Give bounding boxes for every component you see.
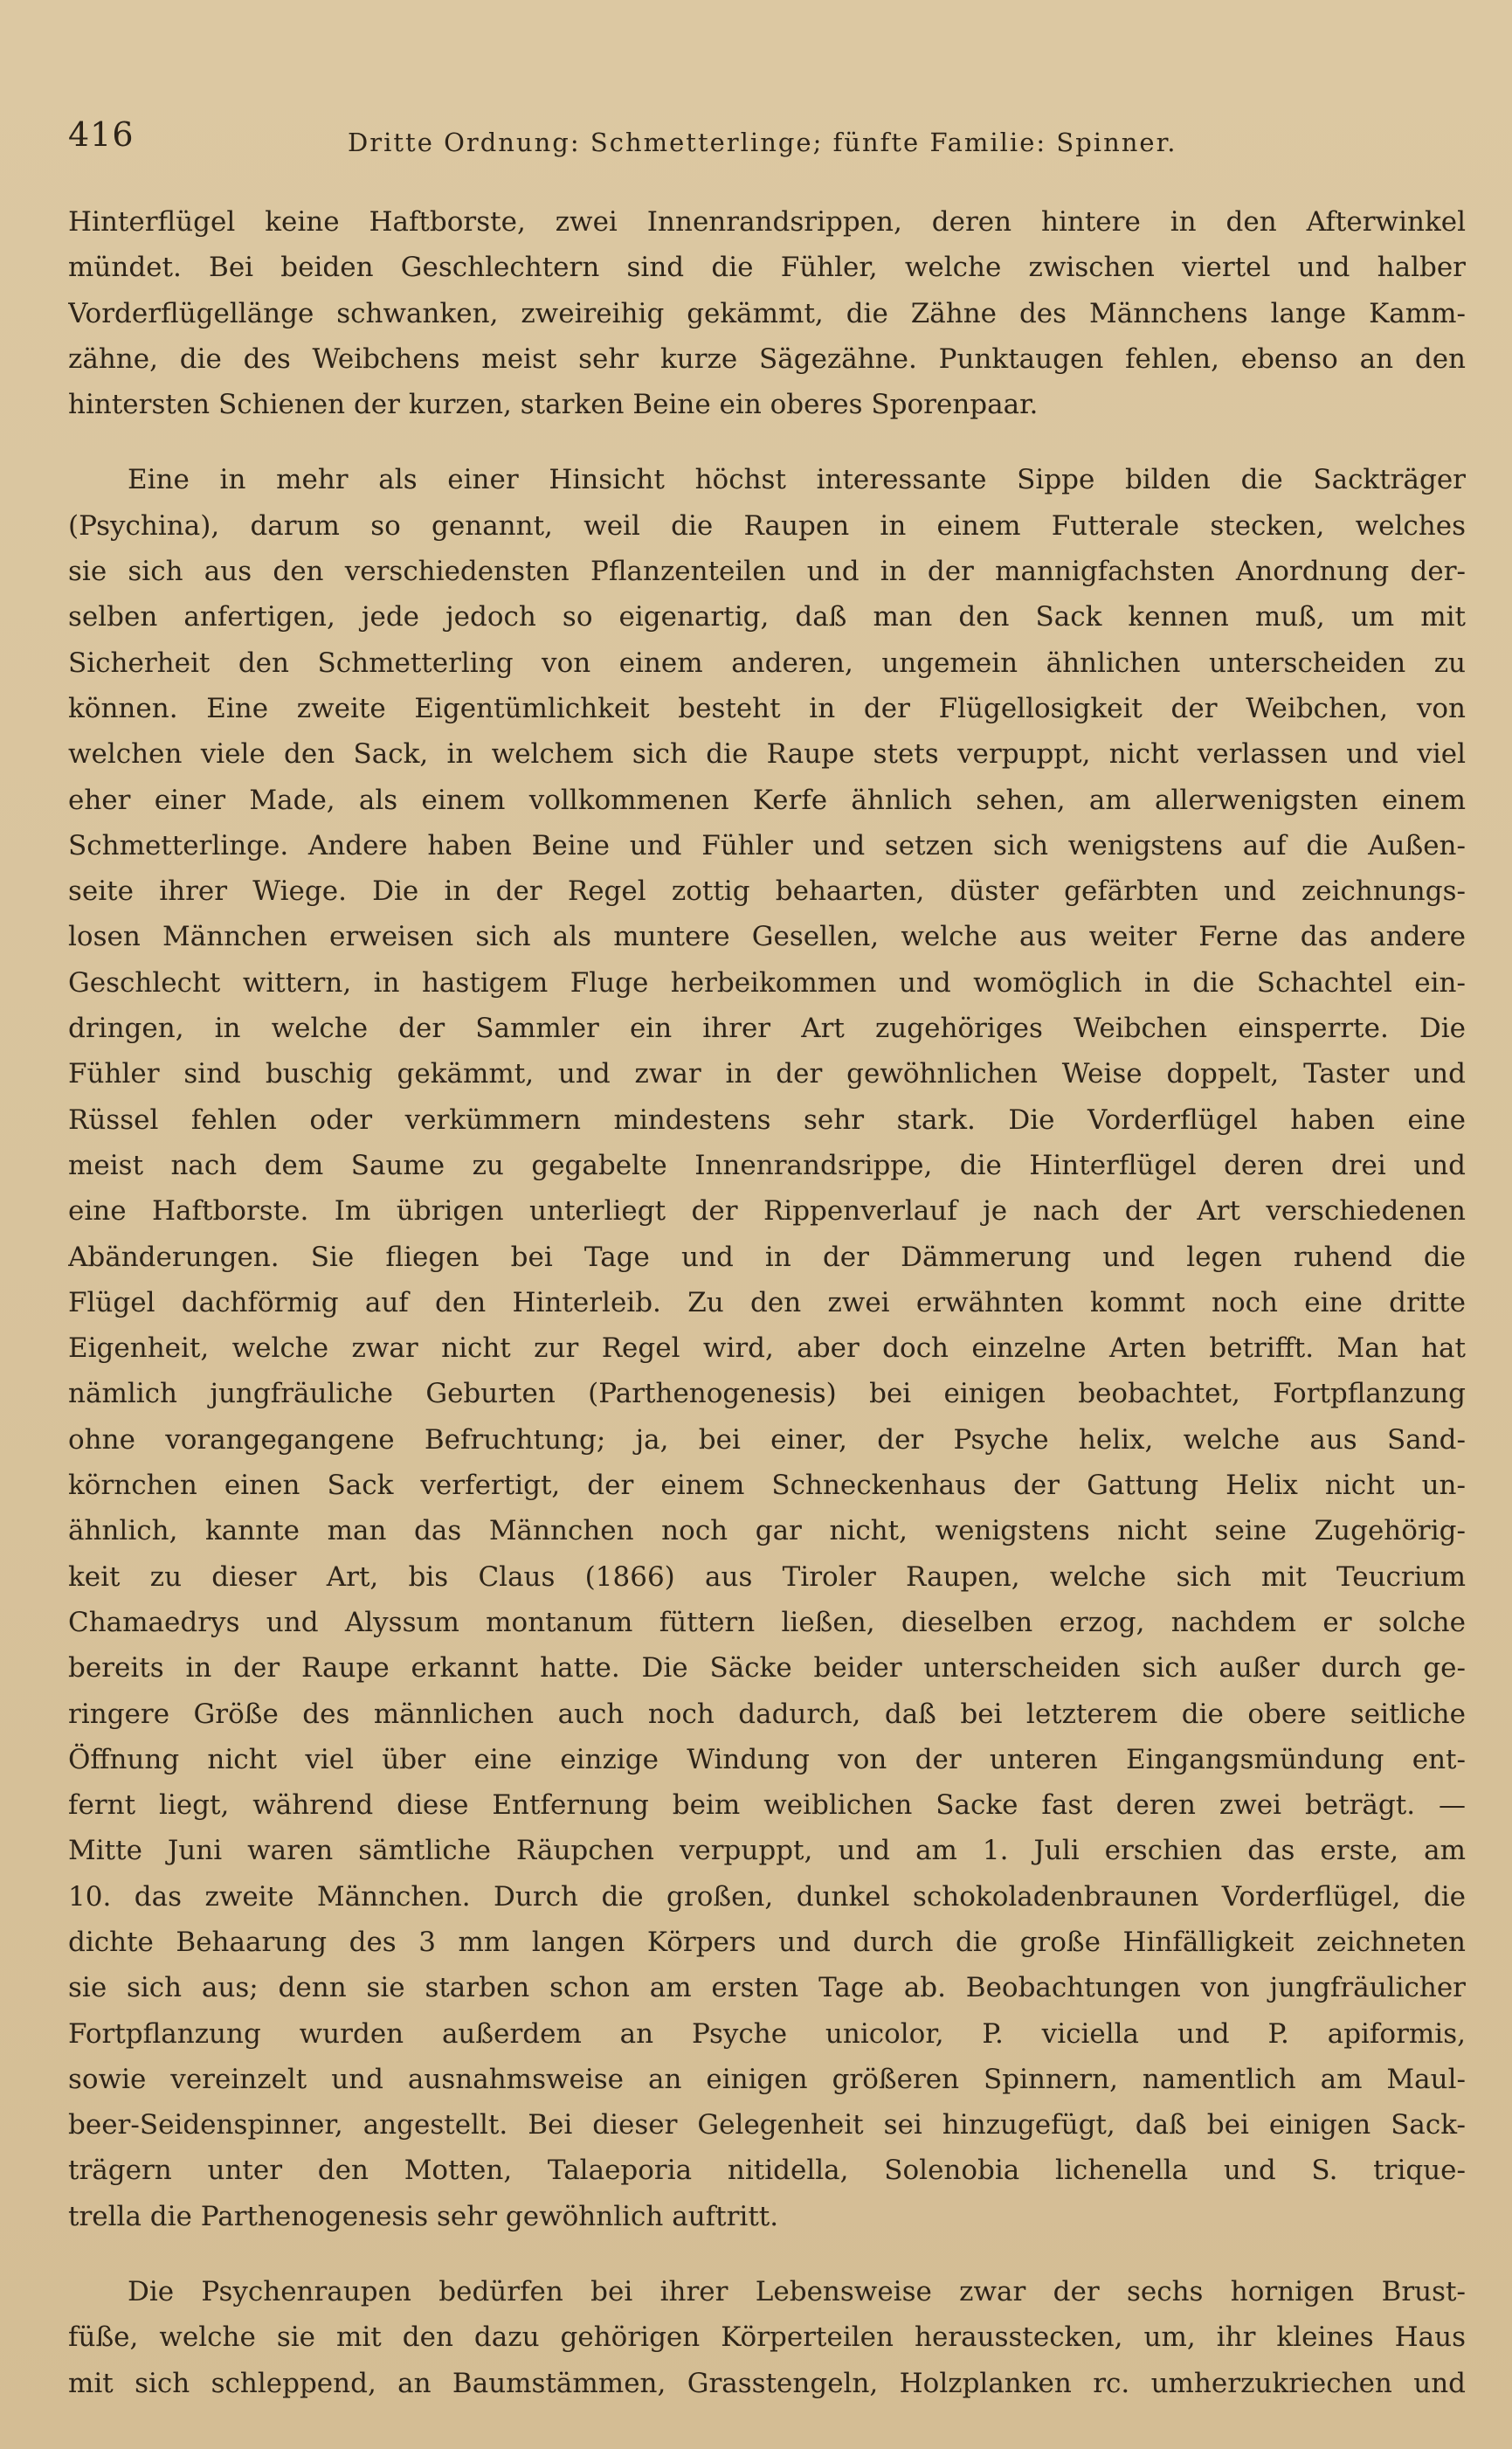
text-line: sie sich aus den verschiedensten Pflanzenteilen und in der mannigfachsten Anordnung der- <box>68 556 1466 588</box>
text-line: sowie vereinzelt und ausnahmsweise an einigen größeren Spinnern, namentlich am Maul- <box>68 2063 1466 2095</box>
body-text <box>68 199 1466 2406</box>
text-line: Sicherheit den Schmetterling von einem anderen, ungemein ähnlichen unterscheiden zu <box>68 647 1466 679</box>
paragraph <box>68 2269 1466 2406</box>
text-line: Fühler sind buschig gekämmt, und zwar in der gewöhnlichen Weise doppelt, Taster und <box>68 1058 1466 1090</box>
text-line: meist nach dem Saume zu gegabelte Innenrandsrippe, die Hinterflügel deren drei und <box>68 1149 1466 1181</box>
text-line: können. Eine zweite Eigentümlichkeit besteht in der Flügellosigkeit der Weibchen, von <box>68 692 1466 724</box>
text-line: füße, welche sie mit den dazu gehörigen Körperteilen herausstecken, um, ihr kleines Haus <box>68 2321 1466 2354</box>
text-line: Hinterflügel keine Haftborste, zwei Innenrandsrippen, deren hintere in den Afterwinkel <box>68 206 1466 238</box>
text-line: bereits in der Raupe erkannt hatte. Die Säcke beider unterscheiden sich außer durch ge- <box>68 1652 1466 1685</box>
text-line: Vorderflügellänge schwanken, zweireihig gekämmt, die Zähne des Männchens lange Kamm- <box>68 297 1466 329</box>
text-line: seite ihrer Wiege. Die in der Regel zottig behaarten, düster gefärbten und zeichnungs- <box>68 875 1466 908</box>
text-line: Die Psychenraupen bedürfen bei ihrer Lebensweise zwar der sechs hornigen Brust- <box>128 2276 1466 2308</box>
text-line: Geschlecht wittern, in hastigem Fluge herbeikommen und womöglich in die Schachtel ein- <box>68 966 1466 999</box>
text-line: dringen, in welche der Sammler ein ihrer Art zugehöriges Weibchen einsperrte. Die <box>68 1013 1466 1045</box>
text-line: dichte Behaarung des 3 mm langen Körpers und durch die große Hinfälligkeit zeichneten <box>68 1926 1466 1958</box>
page-number: 416 <box>68 115 135 154</box>
text-line: Mitte Juni waren sämtliche Räupchen verpuppt, und am 1. Juli erschien das erste, am <box>68 1835 1466 1867</box>
text-line: losen Männchen erweisen sich als muntere Gesellen, welche aus weiter Ferne das andere <box>68 921 1466 953</box>
text-line: selben anfertigen, jede jedoch so eigenartig, daß man den Sack kennen muß, um mit <box>68 601 1466 633</box>
text-line: Fortpflanzung wurden außerdem an Psyche unicolor, P. viciella und P. apiformis, <box>68 2017 1466 2050</box>
text-line: keit zu dieser Art, bis Claus (1866) aus Tiroler Raupen, welche sich mit Teucrium <box>68 1560 1466 1593</box>
text-line: ringere Größe des männlichen auch noch dadurch, daß bei letzterem die obere seitliche <box>68 1698 1466 1730</box>
paragraph <box>68 199 1466 427</box>
text-line: Schmetterlinge. Andere haben Beine und Fühler und setzen sich wenigstens auf die Außen- <box>68 829 1466 861</box>
text-line: Abänderungen. Sie fliegen bei Tage und in der Dämmerung und legen ruhend die <box>68 1241 1466 1273</box>
text-line: körnchen einen Sack verfertigt, der einem Schneckenhaus der Gattung Helix nicht un- <box>68 1470 1466 1502</box>
text-line: trella die Parthenogenesis sehr gewöhnlich auftritt. <box>68 2200 779 2232</box>
text-line: (Psychina), darum so genannt, weil die Raupen in einem Futterale stecken, welches <box>68 509 1466 542</box>
text-line: nämlich jungfräuliche Geburten (Parthenogenesis) bei einigen beobachtet, Fortpflanzung <box>68 1378 1466 1410</box>
text-line: ähnlich, kannte man das Männchen noch gar nicht, wenigstens nicht seine Zugehörig- <box>68 1515 1466 1547</box>
text-line: Eine in mehr als einer Hinsicht höchst interessante Sippe bilden die Sackträger <box>128 464 1466 496</box>
text-line: welchen viele den Sack, in welchem sich die Raupe stets verpuppt, nicht verlassen und viel <box>68 738 1466 771</box>
running-head: Dritte Ordnung: Schmetterlinge; fünfte Familie: Spinner. <box>348 128 1177 157</box>
page-header <box>68 115 1221 168</box>
paragraph <box>68 457 1466 2239</box>
text-line: hintersten Schienen der kurzen, starken Beine ein oberes Sporenpaar. <box>68 389 1039 421</box>
text-line: sie sich aus; denn sie starben schon am ersten Tage ab. Beobachtungen von jungfräulicher <box>68 1972 1466 2004</box>
text-line: Eigenheit, welche zwar nicht zur Regel wird, aber doch einzelne Arten betrifft. Man hat <box>68 1332 1466 1365</box>
text-line: ohne vorangegangene Befruchtung; ja, bei einer, der Psyche helix, welche aus Sand- <box>68 1423 1466 1456</box>
text-line: Chamaedrys und Alyssum montanum füttern ließen, dieselben erzog, nachdem er solche <box>68 1606 1466 1638</box>
text-line: eine Haftborste. Im übrigen unterliegt der Rippenverlauf je nach der Art verschiedenen <box>68 1195 1466 1228</box>
text-line: Flügel dachförmig auf den Hinterleib. Zu den zwei erwähnten kommt noch eine dritte <box>68 1286 1466 1318</box>
text-line: mit sich schleppend, an Baumstämmen, Grasstengeln, Holzplanken rc. umherzukriechen und <box>68 2367 1466 2399</box>
text-line: beer-Seidenspinner, angestellt. Bei dieser Gelegenheit sei hinzugefügt, daß bei einigen Sack- <box>68 2109 1466 2141</box>
text-line: Rüssel fehlen oder verkümmern mindestens sehr stark. Die Vorderflügel haben eine <box>68 1103 1466 1136</box>
text-line: zähne, die des Weibchens meist sehr kurze Sägezähne. Punktaugen fehlen, ebenso an den <box>68 342 1466 375</box>
text-line: Öffnung nicht viel über eine einzige Windung von der unteren Eingangsmündung ent- <box>68 1743 1466 1775</box>
text-line: fernt liegt, während diese Entfernung beim weiblichen Sacke fast deren zwei beträgt. — <box>68 1789 1466 1822</box>
text-line: mündet. Bei beiden Geschlechtern sind die Fühler, welche zwischen viertel und halber <box>68 252 1466 284</box>
text-line: 10. das zweite Männchen. Durch die großen, dunkel schokoladenbraunen Vorderflügel, die <box>68 1880 1466 1913</box>
text-line: trägern unter den Motten, Talaeporia nitidella, Solenobia lichenella und S. trique- <box>68 2155 1466 2187</box>
text-line: eher einer Made, als einem vollkommenen Kerfe ähnlich sehen, am allerwenigsten einem <box>68 784 1466 816</box>
